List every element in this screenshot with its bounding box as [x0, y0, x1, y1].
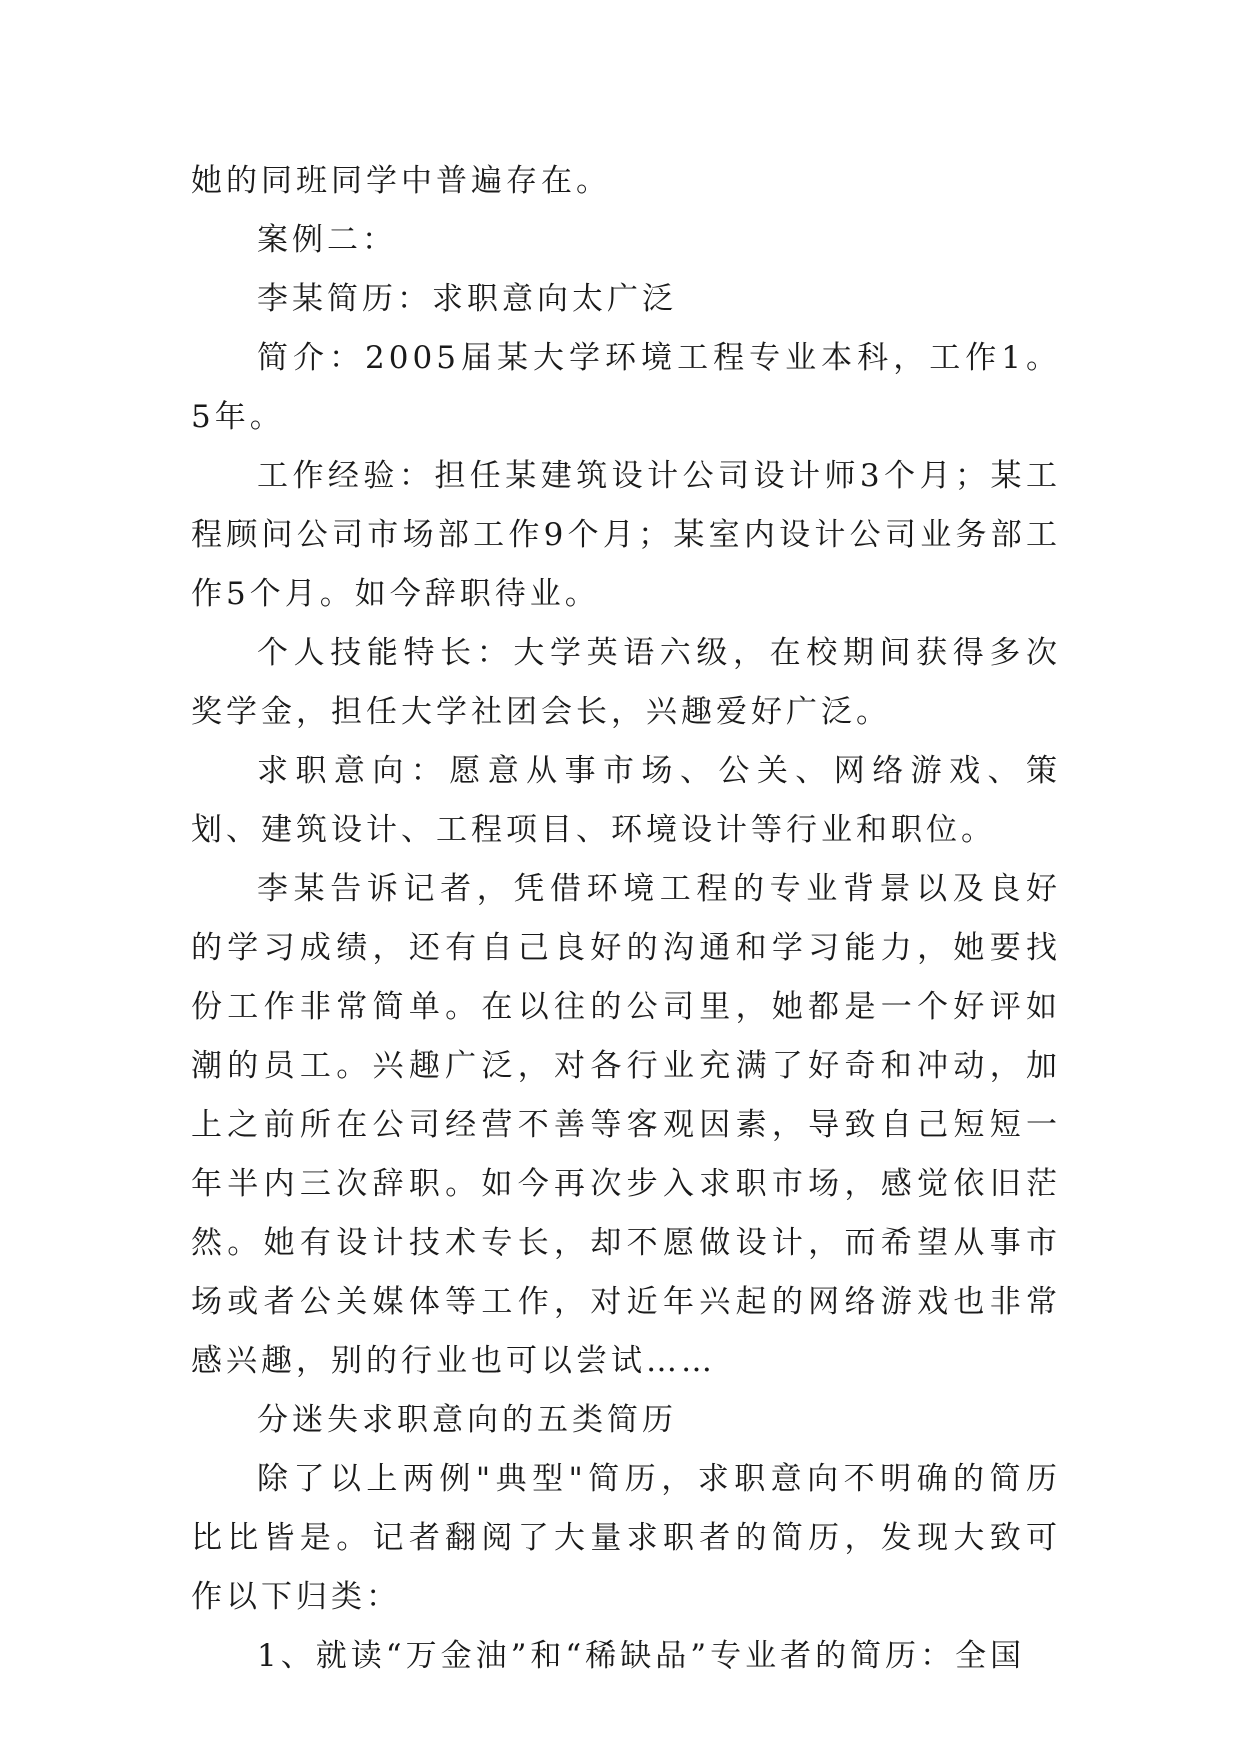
- resume-title: 李某简历：求职意向太广泛: [257, 281, 677, 317]
- summary-paragraph: 除了以上两例"典型"简历，求职意向不明确的简历比比皆是。记者翻阅了大量求职者的简历，发现大致可作以下归类：: [191, 1461, 1061, 1615]
- intro-paragraph: 简介：2005届某大学环境工程专业本科，工作1。5年。: [191, 340, 1061, 435]
- section-heading: 分迷失求职意向的五类简历: [257, 1402, 677, 1438]
- narrative-paragraph: 李某告诉记者，凭借环境工程的专业背景以及良好的学习成绩，还有自己良好的沟通和学习能力，她要找份工作非常简单。在以往的公司里，她都是一个好评如潮的员工。兴趣广泛，对各行业充满了好奇和冲动，加上之前所在公司经营不善等客观因素，导致自己短短一年半内三次辞职。如今再次步入求职市场，感觉依旧茫然。她有设计技术专长，却不愿做设计，而希望从事市场或者公关媒体等工作，对近年兴起的网络游戏也非常感兴趣，别的行业也可以尝试……: [191, 871, 1061, 1379]
- case-heading: 案例二：: [257, 222, 397, 258]
- paragraph-continuation: 她的同班同学中普遍存在。: [191, 163, 611, 199]
- document-body: [191, 152, 1061, 1686]
- work-experience-paragraph: 工作经验：担任某建筑设计公司设计师3个月；某工程顾问公司市场部工作9个月；某室内设计公司业务部工作5个月。如今辞职待业。: [191, 458, 1061, 612]
- skills-paragraph: 个人技能特长：大学英语六级，在校期间获得多次奖学金，担任大学社团会长，兴趣爱好广泛。: [191, 635, 1061, 730]
- job-intention-paragraph: 求职意向：愿意从事市场、公关、网络游戏、策划、建筑设计、工程项目、环境设计等行业和职位。: [191, 753, 1061, 848]
- list-item-1: 1、就读“万金油”和“稀缺品”专业者的简历：全国: [257, 1638, 1026, 1674]
